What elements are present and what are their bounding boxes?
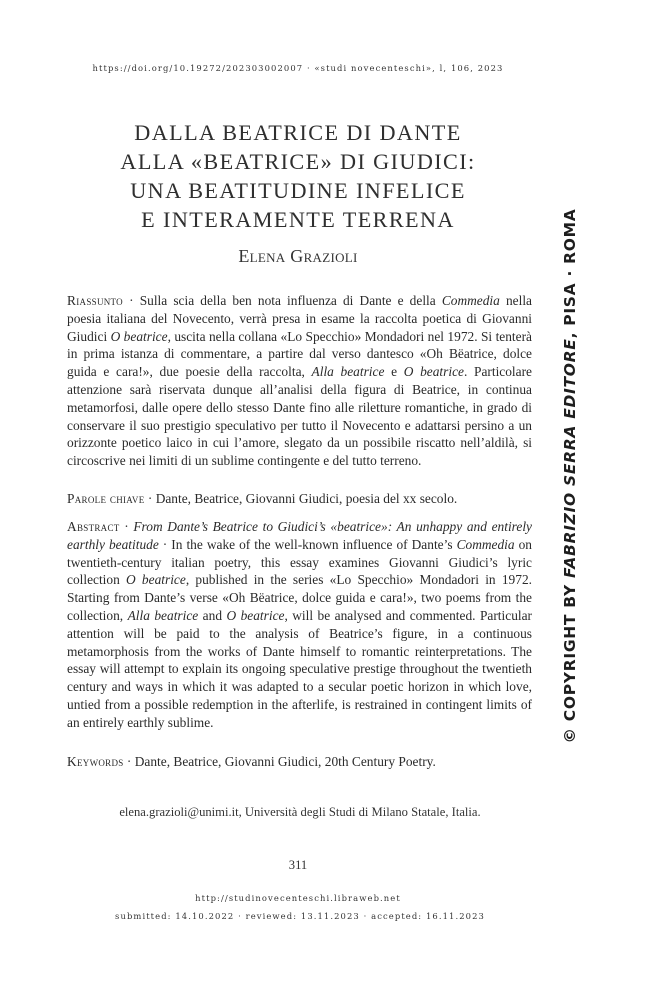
text: . Particolare attenzione sarà riservata dunque all’analisi della figura di Beatrice, in continua metamorfosi, dalle opere dello stesso Dante fino alle riletture romantiche, in grado di conservare il suo prestigio speculativo per tutto il Novecento e adattarsi persino a un orizzonte poetico laico in cui l’amore, slegato da un possibile riscatto nell’aldilà, si circoscrive nei limiti di un sublime contingente e del tutto terreno.: [67, 364, 532, 469]
text: nella poesia italiana del Novecento, verrà presa in esame la raccolta poetica di Giovanni Giudici: [67, 293, 533, 344]
text: , will be analysed and commented. Particular attention will be paid to the analysis of Beatrice’s figure, in a continuous metamorphosis from the works of Dante himself to romantic reinterpretations. The essay will attempt to explain its ongoing speculative prestige throughout the twentieth century and ways in which it was adapted to a secular poetic horizon in which love, untied from a possible redemption in the afterlife, is restrained in contingent limits of an entirely earthly sublime.: [67, 607, 533, 730]
text: , published in the series «Lo Specchio» Mondadori in 1972. Starting from Dante’s verse «Oh Bëatrice, dolce guida e cara!», two poems from the collection,: [67, 572, 532, 623]
italic-text: O beatrice: [403, 364, 464, 380]
author-name: Elena Grazioli: [238, 246, 358, 266]
italic-text: Alla beatrice: [127, 607, 199, 623]
copyright-suffix: , PISA · ROMA: [561, 208, 579, 339]
title-line-4: E INTERAMENTE TERRENA: [141, 207, 455, 232]
abstract-label: Abstract: [67, 519, 120, 534]
text: e: [384, 364, 404, 380]
italic-text: O beatrice: [226, 607, 285, 623]
italic-text: Commedia: [456, 536, 515, 552]
copyright-prefix: © COPYRIGHT BY: [561, 578, 579, 744]
italic-text: Commedia: [441, 293, 500, 308]
text: Dante, Beatrice, Giovanni Giudici, 20th Century Poetry.: [134, 754, 436, 769]
keywords-paragraph: [67, 753, 532, 771]
italic-text: Alla beatrice: [311, 364, 385, 380]
separator: ·: [158, 536, 172, 552]
abstract-paragraph: [67, 518, 532, 732]
riassunto-paragraph: [67, 292, 532, 470]
copyright-notice: [561, 206, 579, 746]
keywords-label: Keywords: [67, 754, 124, 769]
separator: ·: [123, 754, 135, 769]
title-line-3: UNA BEATITUDINE INFELICE: [130, 178, 466, 203]
text: Sulla scia della ben nota influenza di Dante e della: [139, 293, 442, 308]
title-line-1: DALLA BEATRICE DI DANTE: [134, 120, 462, 145]
riassunto-label: Riassunto: [67, 293, 123, 308]
text: on twentieth-century italian poetry, this essay examines Giovanni Giudici’s lyric collection: [67, 536, 533, 588]
copyright-publisher: FABRIZIO SERRA EDITORE: [561, 338, 579, 578]
title-line-2: ALLA «BEATRICE» DI GIUDICI:: [120, 149, 476, 174]
parole-chiave-paragraph: [67, 490, 532, 508]
article-title: [0, 118, 596, 234]
text: , uscita nella collana «Lo Specchio» Mondadori nel 1972. Si tenterà in prima istanza di commentare, a partire dal verso dantesco «Oh Bëatrice, dolce guida e cara!», due poesie della raccolta,: [67, 328, 532, 380]
abstract-title: From Dante’s Beatrice to Giudici’s «beatrice»: An unhappy and entirely earthly beatitude: [67, 519, 532, 552]
page-number: 311: [288, 858, 308, 872]
text: In the wake of the well-known influence of Dante’s: [171, 536, 457, 552]
parole-chiave-label: Parole chiave: [67, 491, 145, 506]
running-head: https://doi.org/10.19272/202303002007 · «studi novecenteschi», l, 106, 2023: [92, 63, 504, 73]
author-affiliation: elena.grazioli@unimi.it, Università degli Studi di Milano Statale, Italia.: [119, 805, 481, 819]
italic-text: O beatrice: [110, 328, 168, 344]
italic-text: O beatrice: [126, 572, 186, 588]
text: Dante, Beatrice, Giovanni Giudici, poesia del xx secolo.: [155, 491, 458, 506]
separator: ·: [119, 519, 134, 534]
separator: ·: [144, 491, 156, 506]
submission-dates: submitted: 14.10.2022 · reviewed: 13.11.2023 · accepted: 16.11.2023: [115, 911, 485, 921]
journal-url: http://studinovecenteschi.libraweb.net: [195, 893, 401, 903]
text: and: [198, 607, 227, 623]
separator: ·: [122, 293, 140, 308]
